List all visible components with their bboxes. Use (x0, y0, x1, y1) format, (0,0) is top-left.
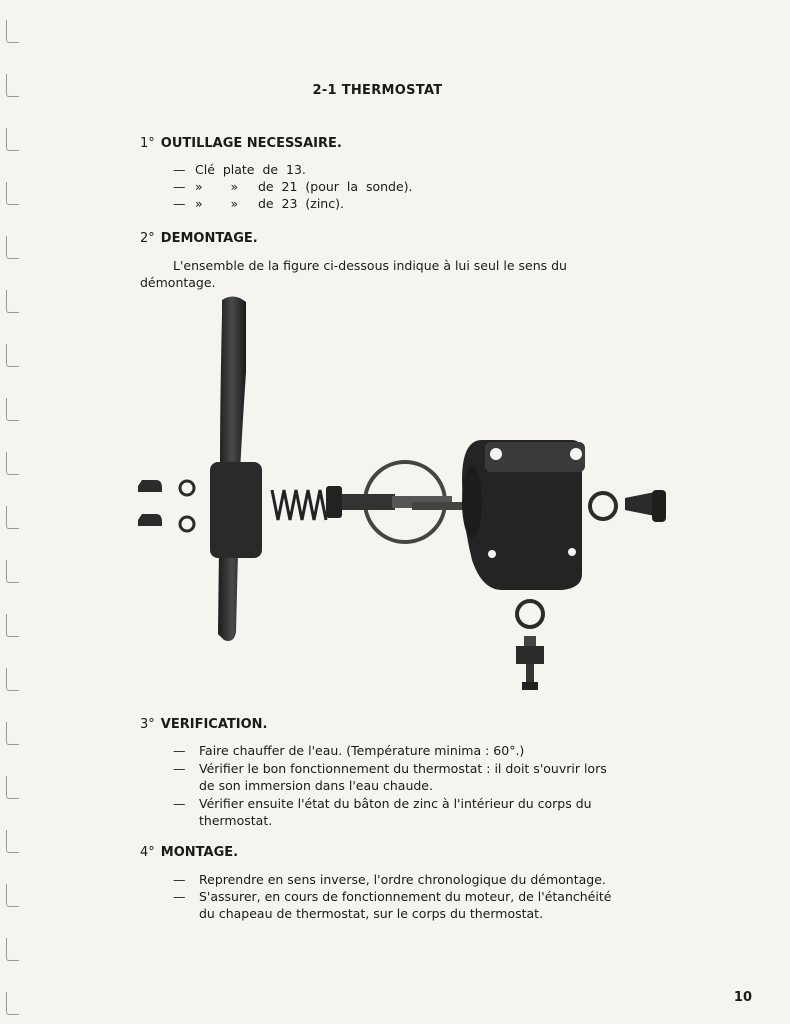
thermostat-cap (210, 462, 262, 558)
list-item: — Clé plate de 13. (173, 162, 306, 177)
section-number: 4° (140, 845, 155, 860)
section-title: VERIFICATION. (160, 717, 268, 732)
spiral-binding (6, 20, 20, 1020)
list-item: — Vérifier ensuite l'état du bâton de zinc à l'intérieur du corps du thermostat. (173, 796, 592, 828)
section-number: 1° (140, 136, 155, 151)
list-item: — S'assurer, en cours de fonctionnement du moteur, de l'étanchéité du chapeau de thermostat, sur le corps du thermostat. (173, 889, 612, 921)
list-item: — Faire chauffer de l'eau. (Température minima : 60°.) (173, 743, 525, 758)
list-item: — Vérifier le bon fonctionnement du thermostat : il doit s'ouvrir lors de son immersion dans l'eau chaude. (173, 761, 607, 793)
page-number: 10 (733, 990, 752, 1005)
temperature-sensor (516, 636, 544, 690)
list-item: — Reprendre en sens inverse, l'ordre chronologique du démontage. (173, 872, 606, 887)
section-heading-demontage (140, 231, 258, 246)
section-title: OUTILLAGE NECESSAIRE. (160, 136, 342, 151)
washer-lower (180, 517, 194, 531)
section-heading-montage (140, 845, 238, 860)
thermostat-body (462, 440, 585, 590)
section-heading-verification (140, 717, 267, 732)
section-heading-outillage (140, 136, 342, 151)
o-ring (590, 493, 616, 519)
section-title: MONTAGE. (160, 845, 239, 860)
list-item: — » » de 23 (zinc). (173, 196, 344, 211)
page-title: 2-1 THERMOSTAT (312, 83, 443, 98)
cap-nut-lower (138, 514, 162, 526)
demontage-paragraph: L'ensemble de la figure ci-dessous indique à lui seul le sens du démontage. (140, 258, 567, 290)
bolt (625, 490, 666, 522)
list-item: — » » de 21 (pour la sonde). (173, 179, 413, 194)
sensor-washer (517, 601, 543, 627)
washer-upper (180, 481, 194, 495)
cap-nut-upper (138, 480, 162, 492)
section-title: DEMONTAGE. (160, 231, 258, 246)
spring (272, 490, 326, 520)
section-number: 2° (140, 231, 155, 246)
thermostat-exploded-figure (130, 290, 700, 710)
section-number: 3° (140, 717, 155, 732)
